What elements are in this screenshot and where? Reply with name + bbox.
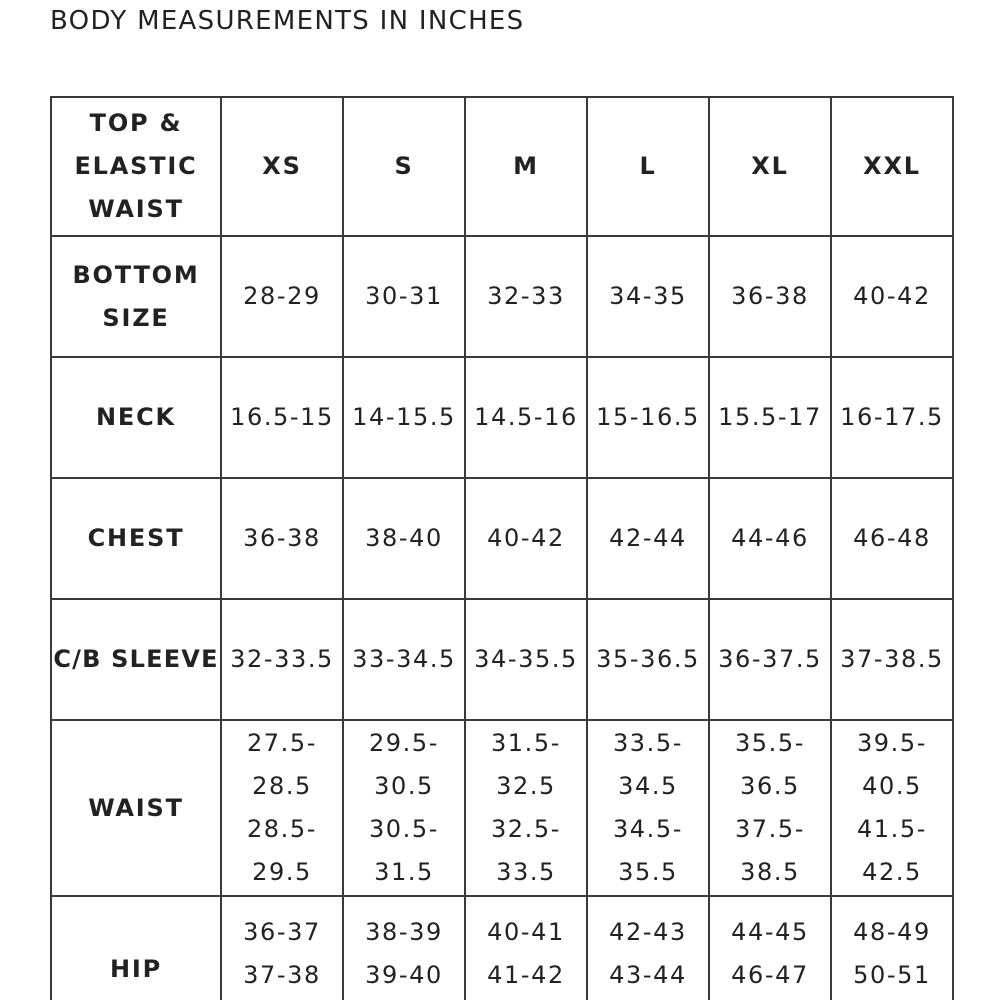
table-cell: 40-42 [465,478,587,599]
table-cell: 35.5- 36.5 37.5- 38.5 [709,720,831,896]
page-title: BODY MEASUREMENTS IN INCHES [50,6,525,36]
table-cell: 16.5-15 [221,357,343,478]
table-cell: 37-38.5 [831,599,953,720]
table-row-hip [51,896,953,1000]
table-cell: 32-33 [465,236,587,357]
table-cell: 16-17.5 [831,357,953,478]
row-label-waist: WAIST [51,720,221,896]
table-cell: 38-39 39-40 [343,896,465,1000]
table-cell: 15.5-17 [709,357,831,478]
size-header-s: S [343,97,465,236]
size-header-xl: XL [709,97,831,236]
table-cell: 29.5- 30.5 30.5- 31.5 [343,720,465,896]
table-row-waist [51,720,953,896]
table-cell: 42-43 43-44 [587,896,709,1000]
row-label-chest: CHEST [51,478,221,599]
table-cell: 34-35.5 [465,599,587,720]
table-cell: 40-42 [831,236,953,357]
table-cell: 34-35 [587,236,709,357]
table-cell: 27.5- 28.5 28.5- 29.5 [221,720,343,896]
table-cell: 39.5- 40.5 41.5- 42.5 [831,720,953,896]
table-cell: 36-37.5 [709,599,831,720]
size-header-xs: XS [221,97,343,236]
table-cell: 28-29 [221,236,343,357]
table-cell: 14-15.5 [343,357,465,478]
table-row-bottom-size [51,236,953,357]
table-cell: 36-37 37-38 [221,896,343,1000]
size-header-xxl: XXL [831,97,953,236]
table-cell: 36-38 [709,236,831,357]
table-cell: 35-36.5 [587,599,709,720]
size-header-m: M [465,97,587,236]
table-cell: 32-33.5 [221,599,343,720]
row-label-hip: HIP [51,896,221,1000]
table-cell: 44-45 46-47 [709,896,831,1000]
table-row-chest [51,478,953,599]
table-cell: 15-16.5 [587,357,709,478]
size-header-l: L [587,97,709,236]
table-cell: 46-48 [831,478,953,599]
table-cell: 38-40 [343,478,465,599]
size-chart-table [50,96,954,1000]
row-label-neck: NECK [51,357,221,478]
table-cell: 33-34.5 [343,599,465,720]
table-row-cb-sleeve [51,599,953,720]
table-cell: 42-44 [587,478,709,599]
table-cell: 40-41 41-42 [465,896,587,1000]
table-cell: 14.5-16 [465,357,587,478]
table-cell: 31.5- 32.5 32.5- 33.5 [465,720,587,896]
table-row-neck [51,357,953,478]
table-cell: 44-46 [709,478,831,599]
table-cell: 36-38 [221,478,343,599]
table-header-row [51,97,953,236]
table-cell: 48-49 50-51 [831,896,953,1000]
corner-header-cell: TOP & ELASTIC WAIST [51,97,221,236]
row-label-bottom-size: BOTTOM SIZE [51,236,221,357]
table-cell: 33.5- 34.5 34.5- 35.5 [587,720,709,896]
table-cell: 30-31 [343,236,465,357]
row-label-cb-sleeve: C/B SLEEVE [51,599,221,720]
